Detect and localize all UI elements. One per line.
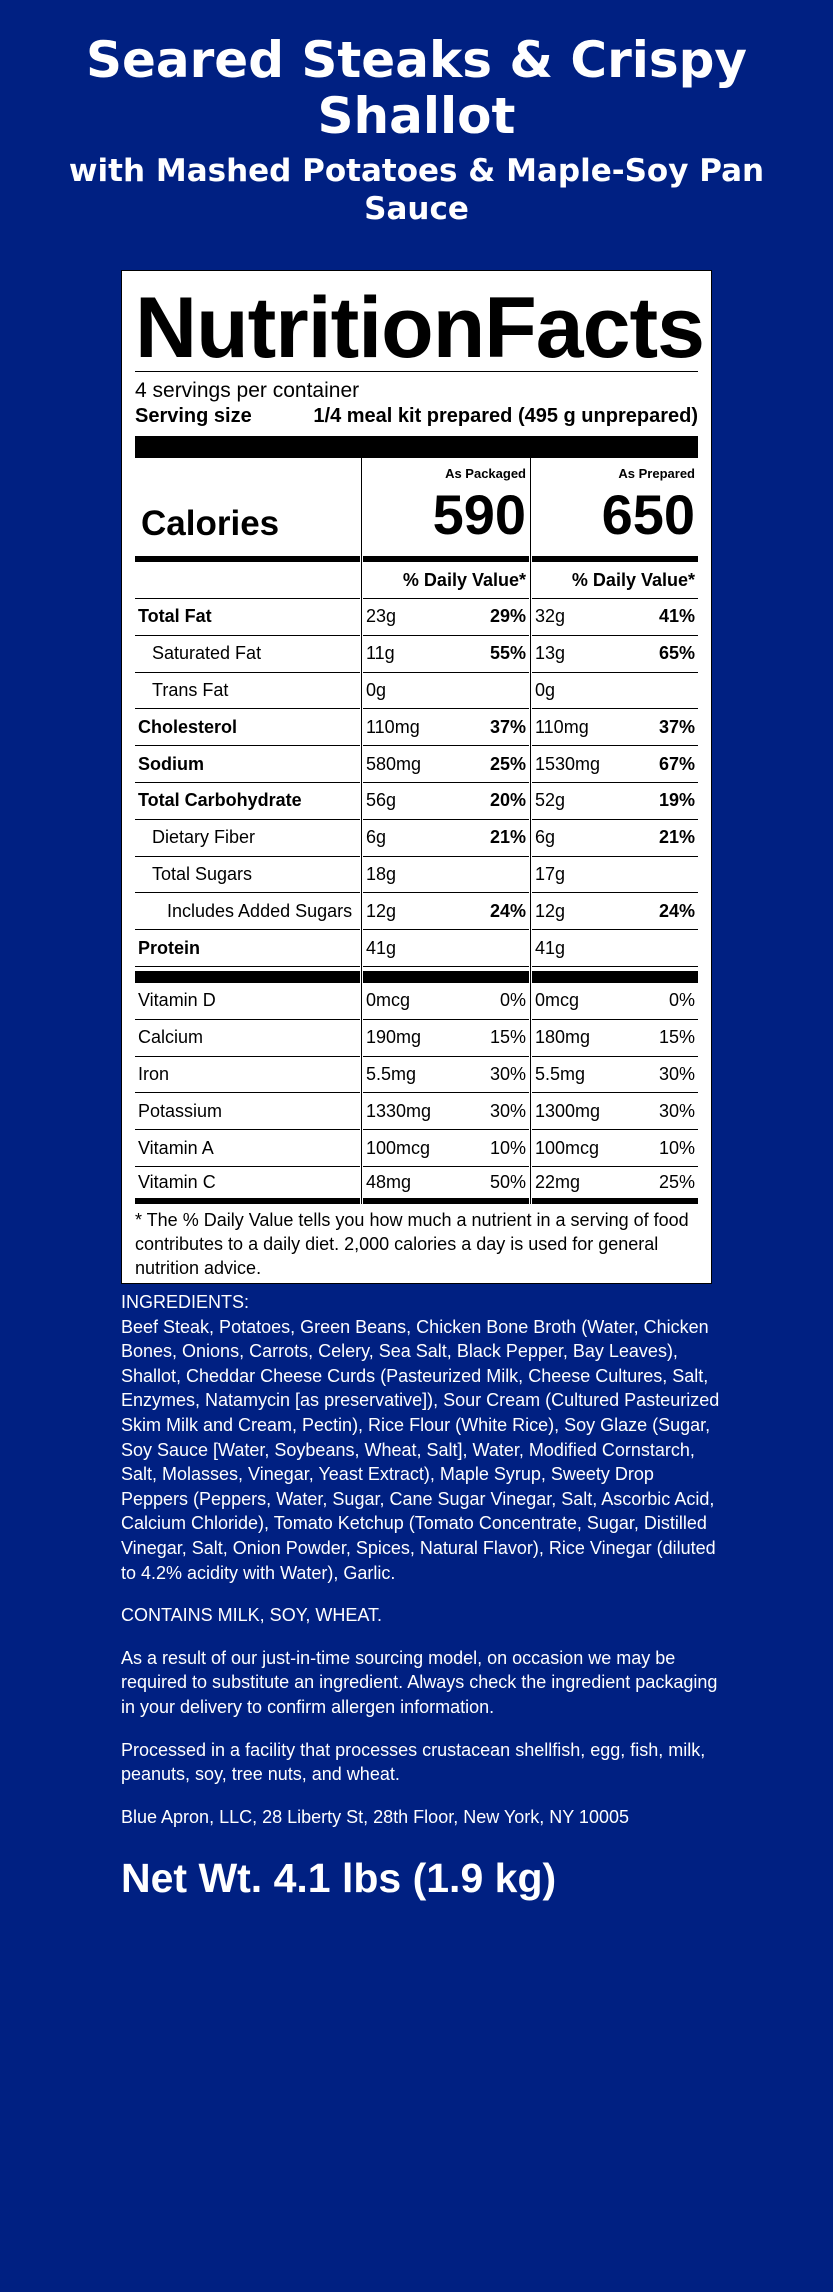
recipe-subtitle: with Mashed Potatoes & Maple-Soy Pan Sauce (68, 153, 765, 227)
column-divider (530, 893, 531, 930)
nutrient-name: Saturated Fat (135, 636, 360, 673)
vitamin-prepared (532, 1020, 698, 1057)
nutrient-prepared (532, 893, 698, 930)
vitamin-prepared (532, 1093, 698, 1130)
column-divider (530, 599, 531, 636)
column-divider (530, 1093, 531, 1130)
nutrient-prepared (532, 783, 698, 820)
amount-value: 41g (535, 937, 566, 958)
amount-value: 12g (535, 900, 566, 921)
nutrient-packaged (363, 599, 529, 636)
percent-dv-value: 0% (668, 990, 695, 1011)
vitamin-name: Iron (135, 1057, 360, 1094)
serving-size-value: 1/4 meal kit prepared (495 g unprepared) (313, 405, 698, 427)
column-divider (530, 458, 531, 562)
nutrient-packaged (363, 857, 529, 894)
amount-value: 110mg (535, 716, 589, 737)
vitamin-prepared (532, 983, 698, 1020)
column-divider (530, 636, 531, 673)
percent-dv-value: 37% (489, 716, 526, 737)
nutrient-name: Sodium (135, 746, 360, 783)
nutrient-table (135, 458, 698, 1204)
amount-value: 110mg (366, 716, 420, 737)
vitamin-packaged (363, 1130, 529, 1167)
nutrient-prepared (532, 746, 698, 783)
as-packaged-header (363, 458, 529, 562)
dv-header-blank (135, 562, 360, 599)
amount-value: 100mcg (535, 1137, 600, 1158)
column-divider (530, 820, 531, 857)
percent-dv-value: 37% (658, 716, 695, 737)
nutrient-name: Total Sugars (135, 857, 360, 894)
as-prepared-header (532, 458, 698, 562)
vitamin-prepared (532, 1167, 698, 1204)
amount-value: 0mcg (366, 990, 411, 1011)
nutrient-prepared (532, 673, 698, 710)
percent-dv-value: 19% (658, 790, 695, 811)
percent-dv-value: 20% (489, 790, 526, 811)
percent-dv-value: 30% (489, 1100, 526, 1121)
column-divider (361, 930, 362, 967)
amount-value: 18g (366, 863, 397, 884)
amount-value: 56g (366, 790, 397, 811)
vitamin-name: Calcium (135, 1020, 360, 1057)
vitamin-packaged (363, 1093, 529, 1130)
net-weight: Net Wt. 4.1 lbs (1.9 kg) (121, 1855, 557, 1901)
calories-label: Calories (135, 458, 360, 562)
thick-divider (532, 971, 698, 983)
nutrient-packaged (363, 930, 529, 967)
amount-value: 0g (535, 679, 556, 700)
column-divider (361, 983, 362, 1020)
percent-dv-value: 0% (499, 990, 526, 1011)
percent-dv-value: 30% (658, 1063, 695, 1084)
thick-divider (135, 436, 698, 458)
amount-value: 11g (366, 643, 395, 664)
vitamin-prepared (532, 1057, 698, 1094)
daily-value-footnote: * The % Daily Value tells you how much a nutrient in a serving of food contributes to a daily diet. 2,000 calories a day is used for general nutrition advice. (135, 1209, 689, 1278)
column-divider (530, 746, 531, 783)
nutrient-packaged (363, 673, 529, 710)
amount-value: 32g (535, 606, 566, 627)
percent-dv-value: 10% (489, 1137, 526, 1158)
column-divider (361, 709, 362, 746)
percent-dv-value: 24% (489, 900, 526, 921)
ingredients-section (121, 1290, 721, 1847)
nutrient-prepared (532, 930, 698, 967)
amount-value: 6g (535, 827, 556, 848)
column-divider (530, 1130, 531, 1167)
percent-dv-value: 55% (489, 643, 526, 664)
column-divider (361, 599, 362, 636)
percent-dv-value: 24% (658, 900, 695, 921)
as-packaged-label: As Packaged (445, 466, 526, 481)
column-divider (361, 893, 362, 930)
vitamin-packaged (363, 1057, 529, 1094)
nutrient-name: Cholesterol (135, 709, 360, 746)
percent-dv-value: 41% (658, 606, 695, 627)
column-divider (361, 1093, 362, 1130)
column-divider (530, 1167, 531, 1204)
column-divider (361, 673, 362, 710)
column-divider (361, 820, 362, 857)
nutrient-name: Total Fat (135, 599, 360, 636)
column-divider (530, 983, 531, 1020)
percent-dv-value: 50% (489, 1171, 526, 1192)
vitamin-name: Vitamin A (135, 1130, 360, 1167)
amount-value: 180mg (535, 1027, 591, 1048)
allergen-statement: CONTAINS MILK, SOY, WHEAT. (121, 1605, 383, 1626)
vitamin-name: Vitamin C (135, 1167, 360, 1204)
vitamin-packaged (363, 1167, 529, 1204)
column-divider (361, 1057, 362, 1094)
percent-dv-value: 15% (489, 1027, 526, 1048)
serving-size-row (135, 404, 698, 428)
percent-dv-value: 15% (658, 1027, 695, 1048)
nutrient-packaged (363, 783, 529, 820)
column-divider (530, 673, 531, 710)
amount-value: 41g (366, 937, 397, 958)
amount-value: 17g (535, 863, 566, 884)
nutrient-name: Dietary Fiber (135, 820, 360, 857)
column-divider (361, 458, 362, 562)
column-divider (530, 1057, 531, 1094)
percent-dv-value: 21% (658, 827, 695, 848)
percent-dv-value: 25% (658, 1171, 695, 1192)
amount-value: 190mg (366, 1027, 422, 1048)
sourcing-notice: As a result of our just-in-time sourcing model, on occasion we may be required to substitute an ingredient. Always check the ingredient packaging in your delivery to confirm allergen information. (121, 1647, 718, 1717)
amount-value: 12g (366, 900, 397, 921)
column-divider (530, 709, 531, 746)
amount-value: 6g (366, 827, 387, 848)
amount-value: 0g (366, 679, 387, 700)
column-divider (530, 1020, 531, 1057)
recipe-title: Seared Steaks & Crispy Shallot (85, 31, 748, 145)
column-divider (530, 562, 531, 599)
amount-value: 5.5mg (366, 1063, 417, 1084)
dv-header-prepared: % Daily Value* (532, 562, 698, 599)
nutrient-packaged (363, 709, 529, 746)
percent-dv-value: 65% (658, 643, 695, 664)
nutrient-prepared (532, 599, 698, 636)
column-divider (530, 930, 531, 967)
vitamin-name: Vitamin D (135, 983, 360, 1020)
column-divider (361, 1130, 362, 1167)
nutrient-prepared (532, 857, 698, 894)
amount-value: 52g (535, 790, 566, 811)
nutrient-packaged (363, 636, 529, 673)
heading-word-nutrition: Nutrition (135, 280, 485, 376)
amount-value: 1530mg (535, 753, 601, 774)
serving-size-label: Serving size (135, 405, 252, 427)
percent-dv-value: 29% (489, 606, 526, 627)
column-divider (361, 1020, 362, 1057)
percent-dv-value: 30% (658, 1100, 695, 1121)
column-divider (530, 967, 531, 983)
percent-dv-value: 30% (489, 1063, 526, 1084)
nutrition-facts-label (121, 270, 712, 1284)
nutrient-name: Includes Added Sugars (135, 893, 360, 930)
ingredients-list: Beef Steak, Potatoes, Green Beans, Chicken Bone Broth (Water, Chicken Bones, Onions, Carrots, Celery, Sea Salt, Black Pepper, Bay Leaves), Shallot, Cheddar Cheese Curds (Pasteurized Milk, Cheese Cultures, Salt, Enzymes, Natamycin [as preservative]), Sour Cream (Cultured Pasteurized Skim Milk and Cream, Pectin), Rice Flour (White Rice), Soy Glaze (Sugar, Soy Sauce [Water, Soybeans, Wheat, Salt], Water, Modified Cornstarch, Salt, Molasses, Vinegar, Yeast Extract), Maple Syrup, Sweety Drop Peppers (Peppers, Water, Sugar, Cane Sugar Vinegar, Salt, Ascorbic Acid, Calcium Chloride), Tomato Ketchup (Tomato Concentrate, Sugar, Distilled Vinegar, Salt, Onion Powder, Spices, Natural Flavor), Rice Vinegar (diluted to 4.2% acidity with Water), Garlic. (121, 1316, 720, 1583)
as-prepared-label: As Prepared (618, 466, 695, 481)
company-address: Blue Apron, LLC, 28 Liberty St, 28th Floor, New York, NY 10005 (121, 1806, 629, 1827)
nutrient-name: Trans Fat (135, 673, 360, 710)
servings-per-container: 4 servings per container (135, 379, 360, 402)
column-divider (361, 857, 362, 894)
heading-word-facts: Facts (484, 280, 704, 376)
percent-dv-value: 67% (658, 753, 695, 774)
column-divider (361, 1167, 362, 1204)
dv-header-packaged: % Daily Value* (363, 562, 529, 599)
amount-value: 23g (366, 606, 397, 627)
percent-dv-value: 10% (658, 1137, 695, 1158)
nutrition-facts-heading (135, 280, 704, 376)
nutrient-packaged (363, 820, 529, 857)
vitamin-packaged (363, 1020, 529, 1057)
facility-notice: Processed in a facility that processes crustacean shellfish, egg, fish, milk, peanuts, soy, tree nuts, and wheat. (121, 1739, 706, 1785)
nutrient-name: Total Carbohydrate (135, 783, 360, 820)
nutrient-prepared (532, 820, 698, 857)
amount-value: 580mg (366, 753, 422, 774)
thick-divider (135, 971, 360, 983)
nutrient-packaged (363, 893, 529, 930)
amount-value: 1300mg (535, 1100, 601, 1121)
percent-dv-value: 21% (489, 827, 526, 848)
ingredients-heading: INGREDIENTS: (121, 1292, 250, 1312)
calories-packaged: 590 (432, 483, 526, 546)
amount-value: 48mg (366, 1171, 412, 1192)
column-divider (361, 636, 362, 673)
amount-value: 22mg (535, 1171, 581, 1192)
vitamin-packaged (363, 983, 529, 1020)
vitamin-prepared (532, 1130, 698, 1167)
thick-divider (363, 971, 529, 983)
amount-value: 1330mg (366, 1100, 432, 1121)
nutrient-name: Protein (135, 930, 360, 967)
vitamin-name: Potassium (135, 1093, 360, 1130)
nutrient-prepared (532, 709, 698, 746)
column-divider (361, 967, 362, 983)
column-divider (530, 783, 531, 820)
percent-dv-value: 25% (489, 753, 526, 774)
column-divider (361, 783, 362, 820)
amount-value: 13g (535, 643, 566, 664)
amount-value: 100mcg (366, 1137, 431, 1158)
column-divider (530, 857, 531, 894)
nutrient-prepared (532, 636, 698, 673)
amount-value: 0mcg (535, 990, 580, 1011)
nutrient-packaged (363, 746, 529, 783)
column-divider (361, 746, 362, 783)
calories-prepared: 650 (601, 483, 695, 546)
amount-value: 5.5mg (535, 1063, 586, 1084)
column-divider (361, 562, 362, 599)
